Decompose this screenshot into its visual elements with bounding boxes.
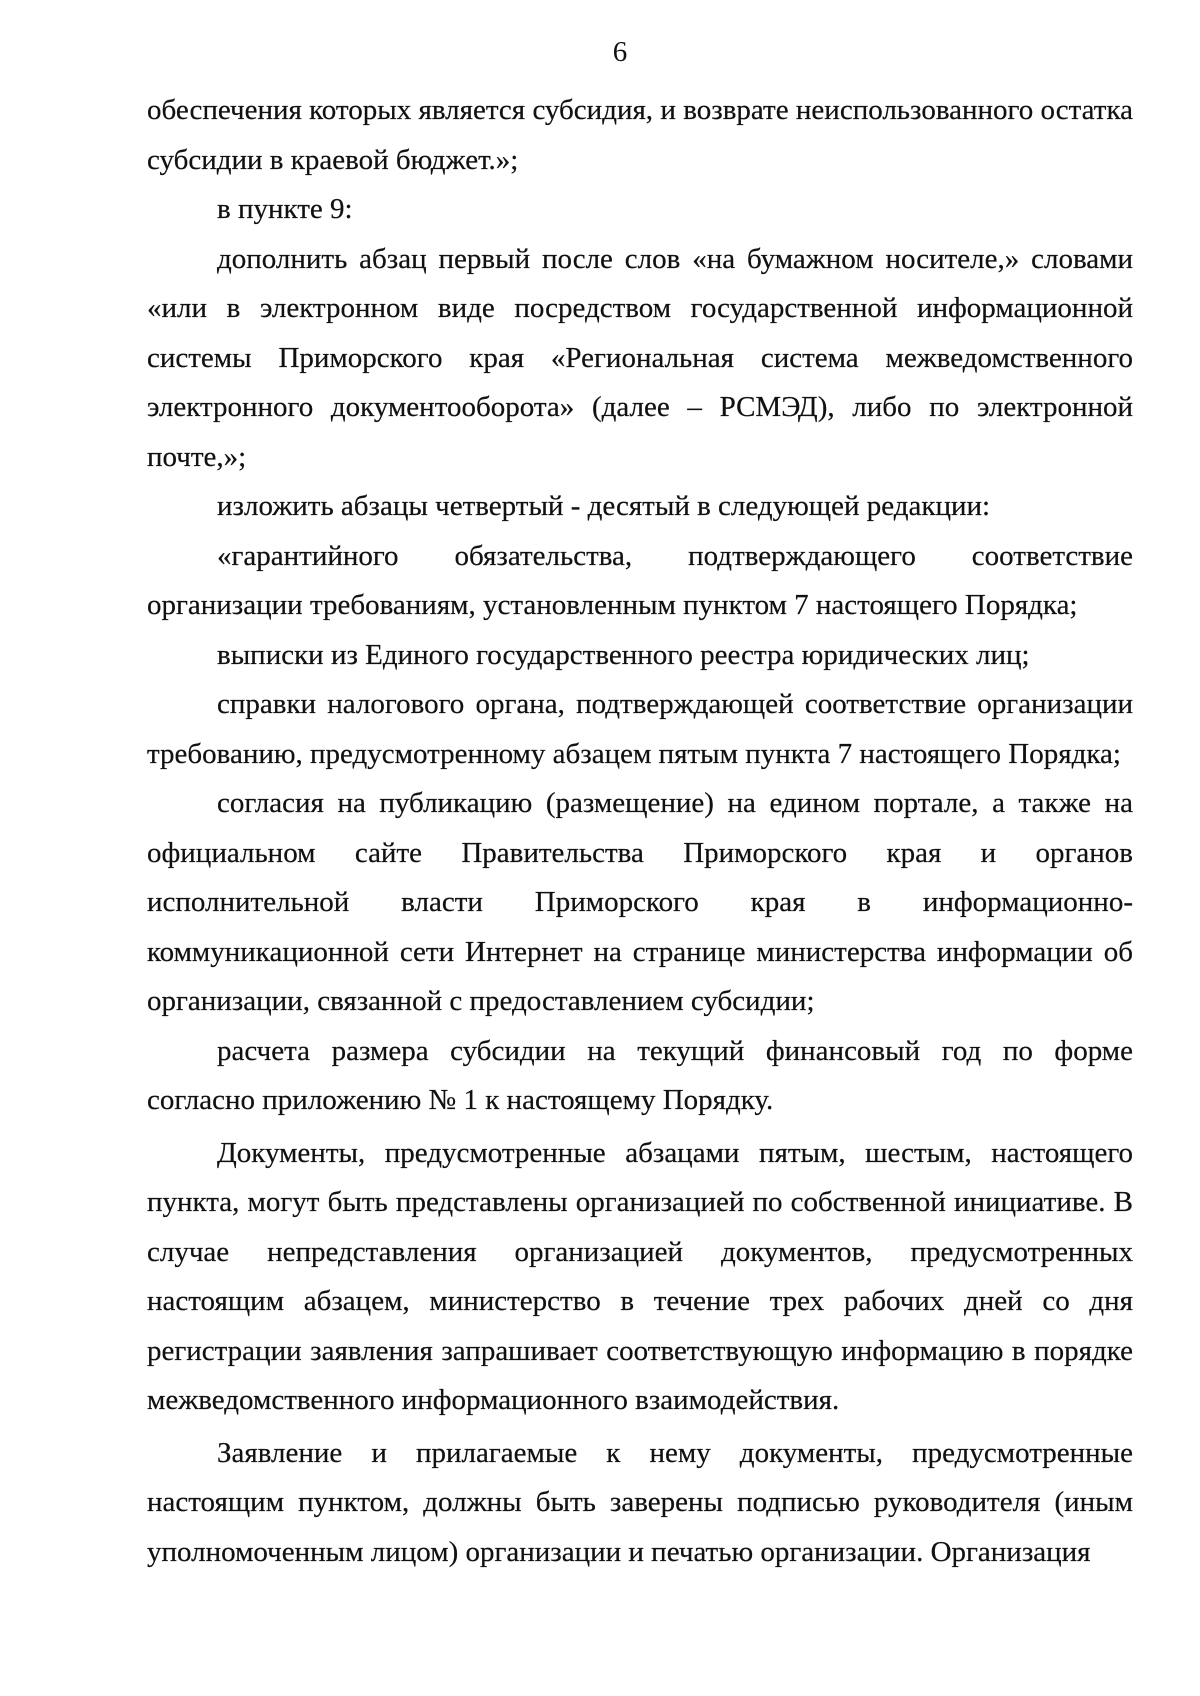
paragraph-point-9: в пункте 9: bbox=[217, 193, 353, 225]
paragraph-tax-certificate: справки налогового органа, подтверждающей соответствие организации требованию, предусмотренному абзацем пятым пункта 7 настоящего Порядка; bbox=[147, 688, 1133, 770]
paragraph-subsidy-return: обеспечения которых является субсидия, и возврате неиспользованного остатка субсидии в краевой бюджет.»; bbox=[147, 94, 1133, 176]
page-number: 6 bbox=[612, 36, 628, 68]
document-body bbox=[147, 86, 1133, 1577]
paragraph-application-certification: Заявление и прилагаемые к нему документы, предусмотренные настоящим пунктом, должны быть заверены подписью руководителя (иным уполномоченным лицом) организации и печатью организации. Организация bbox=[147, 1436, 1133, 1568]
paragraph-publication-consent: согласия на публикацию (размещение) на едином портале, а также на официальном сайте Правительства Приморского края и органов исполнительной власти Приморского края в информационно-коммуникационной сети Интернет на странице министерства информации об организации, связанной с предоставлением субсидии; bbox=[147, 787, 1133, 1017]
paragraph-restate-abzacs: изложить абзацы четвертый - десятый в следующей редакции: bbox=[217, 490, 991, 522]
paragraph-documents-initiative: Документы, предусмотренные абзацами пятым, шестым, настоящего пункта, могут быть представлены организацией по собственной инициативе. В случае непредставления организацией документов, предусмотренных настоящим абзацем, министерство в течение трех рабочих дней со дня регистрации заявления запрашивает соответствующую информацию в порядке межведомственного информационного взаимодействия. bbox=[147, 1136, 1133, 1416]
paragraph-guarantee-obligation: «гарантийного обязательства, подтверждающего соответствие организации требованиям, установленным пунктом 7 настоящего Порядка; bbox=[147, 539, 1133, 621]
paragraph-amend-first-abzac: дополнить абзац первый после слов «на бумажном носителе,» словами «или в электронном виде посредством государственной информационной системы Приморского края «Региональная система межведомственного электронного документооборота» (далее – РСМЭД), либо по электронной почте,»; bbox=[147, 242, 1133, 473]
paragraph-egrul-extract: выписки из Единого государственного реестра юридических лиц; bbox=[217, 638, 1030, 671]
paragraph-subsidy-calculation: расчета размера субсидии на текущий финансовый год по форме согласно приложению № 1 к настоящему Порядку. bbox=[147, 1034, 1133, 1116]
